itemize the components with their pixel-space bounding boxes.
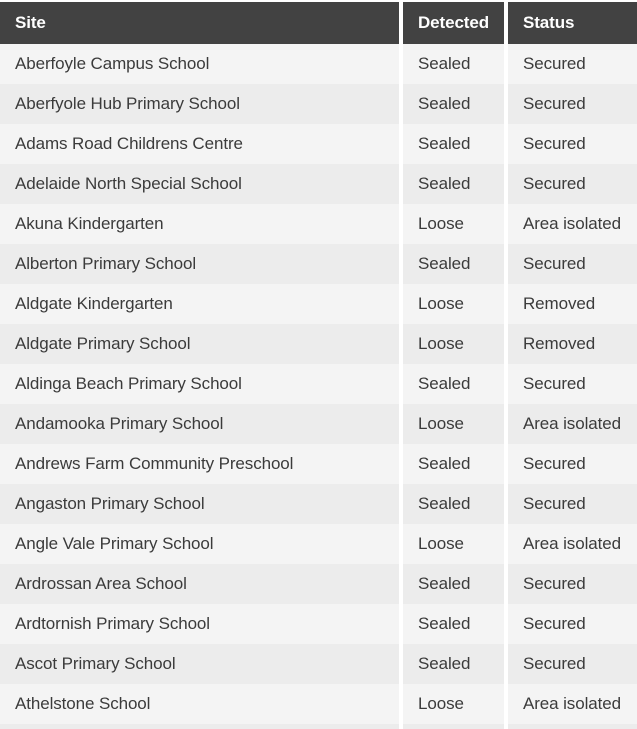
table-row (0, 604, 637, 644)
status-cell: Secured (508, 484, 637, 524)
status-cell: Secured (508, 444, 637, 484)
site-cell: Aldgate Kindergarten (0, 284, 399, 324)
site-cell: Aberfoyle Campus School (0, 44, 399, 84)
site-cell: Angle Vale Primary School (0, 524, 399, 564)
site-cell: Andrews Farm Community Preschool (0, 444, 399, 484)
status-cell: Area isolated (508, 524, 637, 564)
site-cell: Aldinga Beach Primary School (0, 364, 399, 404)
table-row (0, 324, 637, 364)
column-header-site: Site (0, 2, 399, 44)
detected-cell: Sealed (403, 164, 504, 204)
table-row (0, 164, 637, 204)
table-row (0, 44, 637, 84)
table-row (0, 484, 637, 524)
detected-cell: Sealed (403, 44, 504, 84)
table-row-partial (0, 724, 637, 729)
detected-cell: Loose (403, 204, 504, 244)
detected-cell: Loose (403, 524, 504, 564)
detected-cell: Sealed (403, 564, 504, 604)
table-row (0, 444, 637, 484)
status-cell: Secured (508, 164, 637, 204)
status-cell: Secured (508, 124, 637, 164)
table-row (0, 644, 637, 684)
status-cell: Secured (508, 84, 637, 124)
status-cell: Secured (508, 644, 637, 684)
detected-cell: Loose (403, 284, 504, 324)
detected-cell: Sealed (403, 484, 504, 524)
table-row (0, 244, 637, 284)
detected-cell: Sealed (403, 444, 504, 484)
site-cell: Aldgate Primary School (0, 324, 399, 364)
status-cell: Secured (508, 564, 637, 604)
column-header-detected: Detected (403, 2, 504, 44)
status-cell: Removed (508, 324, 637, 364)
detected-cell: Loose (403, 404, 504, 444)
status-cell: Area isolated (508, 204, 637, 244)
status-cell: Secured (508, 44, 637, 84)
table-body (0, 44, 637, 724)
detected-cell: Sealed (403, 244, 504, 284)
detected-cell: Sealed (403, 604, 504, 644)
partial-status-cell (508, 724, 637, 729)
partial-site-cell (0, 724, 399, 729)
status-cell: Area isolated (508, 404, 637, 444)
site-cell: Athelstone School (0, 684, 399, 724)
status-cell: Area isolated (508, 684, 637, 724)
site-cell: Alberton Primary School (0, 244, 399, 284)
table-row (0, 404, 637, 444)
table-row (0, 364, 637, 404)
detected-cell: Sealed (403, 124, 504, 164)
detected-cell: Sealed (403, 364, 504, 404)
site-cell: Angaston Primary School (0, 484, 399, 524)
table-row (0, 284, 637, 324)
table-row (0, 124, 637, 164)
table-header-row (0, 2, 637, 44)
site-cell: Ardtornish Primary School (0, 604, 399, 644)
table-row (0, 524, 637, 564)
table-row (0, 84, 637, 124)
site-cell: Adelaide North Special School (0, 164, 399, 204)
table-row (0, 684, 637, 724)
site-cell: Andamooka Primary School (0, 404, 399, 444)
status-cell: Removed (508, 284, 637, 324)
partial-detected-cell (403, 724, 504, 729)
status-cell: Secured (508, 604, 637, 644)
table-row (0, 204, 637, 244)
site-cell: Ardrossan Area School (0, 564, 399, 604)
detected-cell: Loose (403, 684, 504, 724)
status-cell: Secured (508, 244, 637, 284)
detected-cell: Sealed (403, 84, 504, 124)
site-cell: Akuna Kindergarten (0, 204, 399, 244)
site-cell: Aberfyole Hub Primary School (0, 84, 399, 124)
detected-cell: Sealed (403, 644, 504, 684)
column-header-status: Status (508, 2, 637, 44)
table-row (0, 564, 637, 604)
detected-cell: Loose (403, 324, 504, 364)
site-cell: Ascot Primary School (0, 644, 399, 684)
site-cell: Adams Road Childrens Centre (0, 124, 399, 164)
status-cell: Secured (508, 364, 637, 404)
